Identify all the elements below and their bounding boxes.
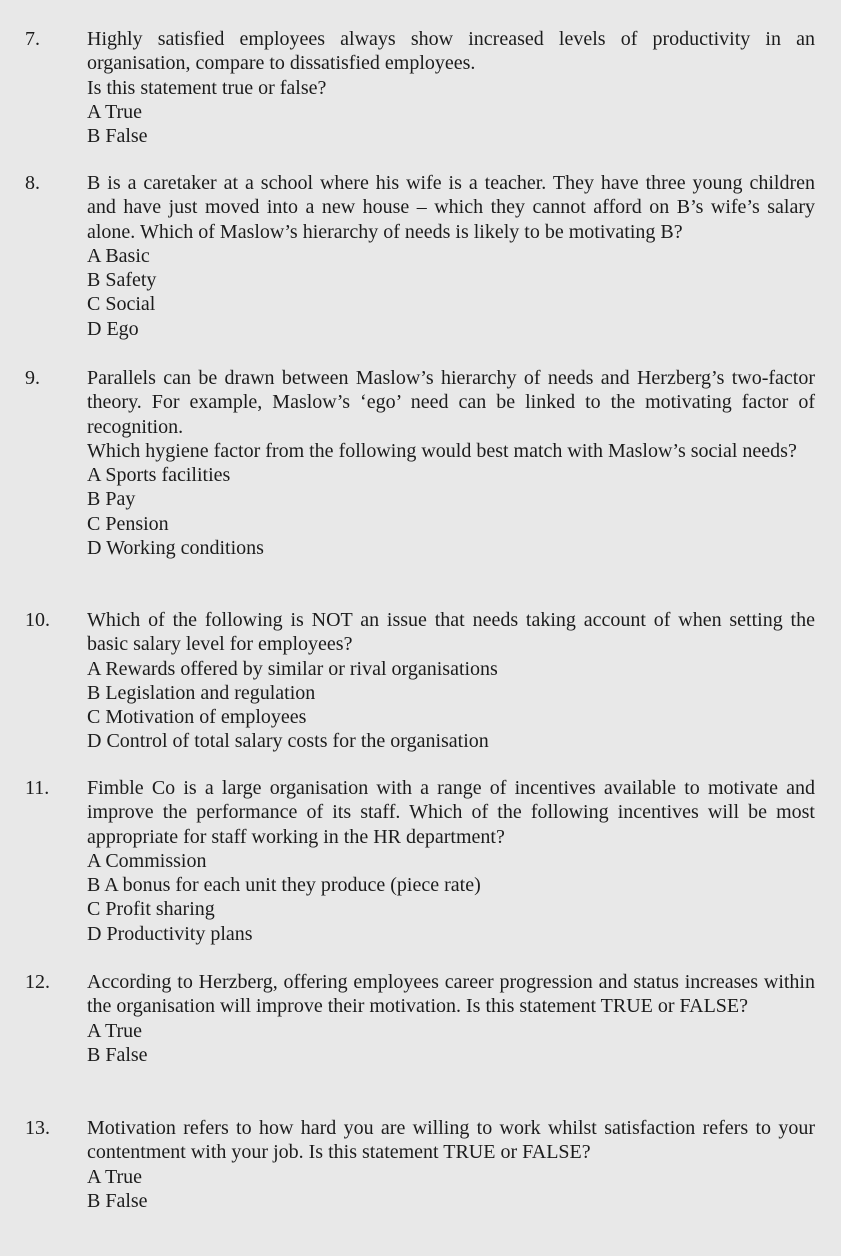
question-stem: Is this statement true or false? [87, 76, 327, 99]
question-body [87, 608, 815, 754]
question-number: 12. [25, 971, 50, 993]
question-stem: B is a caretaker at a school where his wife is a teacher. They have three young children and have just moved into a new house – which they cannot afford on B’s wife’s salary alone. Which of Maslow’s hierarchy of needs is likely to be motivating B? [87, 172, 815, 243]
answer-option: D Ego [87, 317, 139, 340]
answer-option: A True [87, 1019, 143, 1042]
answer-option: D Working conditions [87, 537, 264, 560]
answer-option: B False [87, 1043, 148, 1066]
answer-option: C Social [87, 293, 156, 316]
answer-option: B Legislation and regulation [87, 681, 316, 704]
question-stem: Motivation refers to how hard you are willing to work whilst satisfaction refers to your contentment with your job. Is this statement TRUE or FALSE? [87, 1117, 815, 1164]
answer-option: A Basic [87, 244, 150, 267]
answer-option: A True [87, 1165, 143, 1188]
question-body [87, 776, 815, 946]
question-number: 13. [25, 1117, 50, 1139]
question-body [87, 366, 815, 560]
answer-option: B Pay [87, 488, 136, 511]
question-stem: Parallels can be drawn between Maslow’s hierarchy of needs and Herzberg’s two-factor theory. For example, Maslow’s ‘ego’ need can be linked to the motivating factor of recognition. [87, 367, 815, 438]
answer-option: B Safety [87, 269, 157, 292]
question-number: 8. [25, 172, 40, 194]
question-stem: Fimble Co is a large organisation with a range of incentives available to motivate and improve the performance of its staff. Which of the following incentives will be most appropriate for staff working in the HR department? [87, 777, 815, 848]
question-stem: According to Herzberg, offering employees career progression and status increases within the organisation will improve their motivation. Is this statement TRUE or FALSE? [87, 971, 815, 1018]
answer-option: D Control of total salary costs for the organisation [87, 730, 489, 753]
question-stem: Highly satisfied employees always show increased levels of productivity in an organisation, compare to dissatisfied employees. [87, 28, 815, 75]
question-number: 11. [25, 777, 50, 799]
answer-option: A Commission [87, 849, 207, 872]
answer-option: B False [87, 1189, 148, 1212]
question-stem: Which hygiene factor from the following would best match with Maslow’s social needs? [87, 439, 797, 462]
answer-option: C Pension [87, 512, 169, 535]
answer-option: C Motivation of employees [87, 706, 307, 729]
answer-option: B A bonus for each unit they produce (piece rate) [87, 874, 481, 897]
answer-option: C Profit sharing [87, 898, 215, 921]
question-number: 10. [25, 609, 50, 631]
answer-option: A Sports facilities [87, 464, 231, 487]
question-body [87, 27, 815, 148]
question-body [87, 970, 815, 1067]
question-stem: Which of the following is NOT an issue that needs taking account of when setting the basic salary level for employees? [87, 609, 815, 656]
answer-option: B False [87, 125, 148, 148]
answer-option: D Productivity plans [87, 922, 253, 945]
question-number: 7. [25, 28, 40, 50]
answer-option: A Rewards offered by similar or rival organisations [87, 657, 498, 680]
question-body [87, 1116, 815, 1213]
question-number: 9. [25, 367, 40, 389]
question-body [87, 171, 815, 341]
answer-option: A True [87, 100, 143, 123]
